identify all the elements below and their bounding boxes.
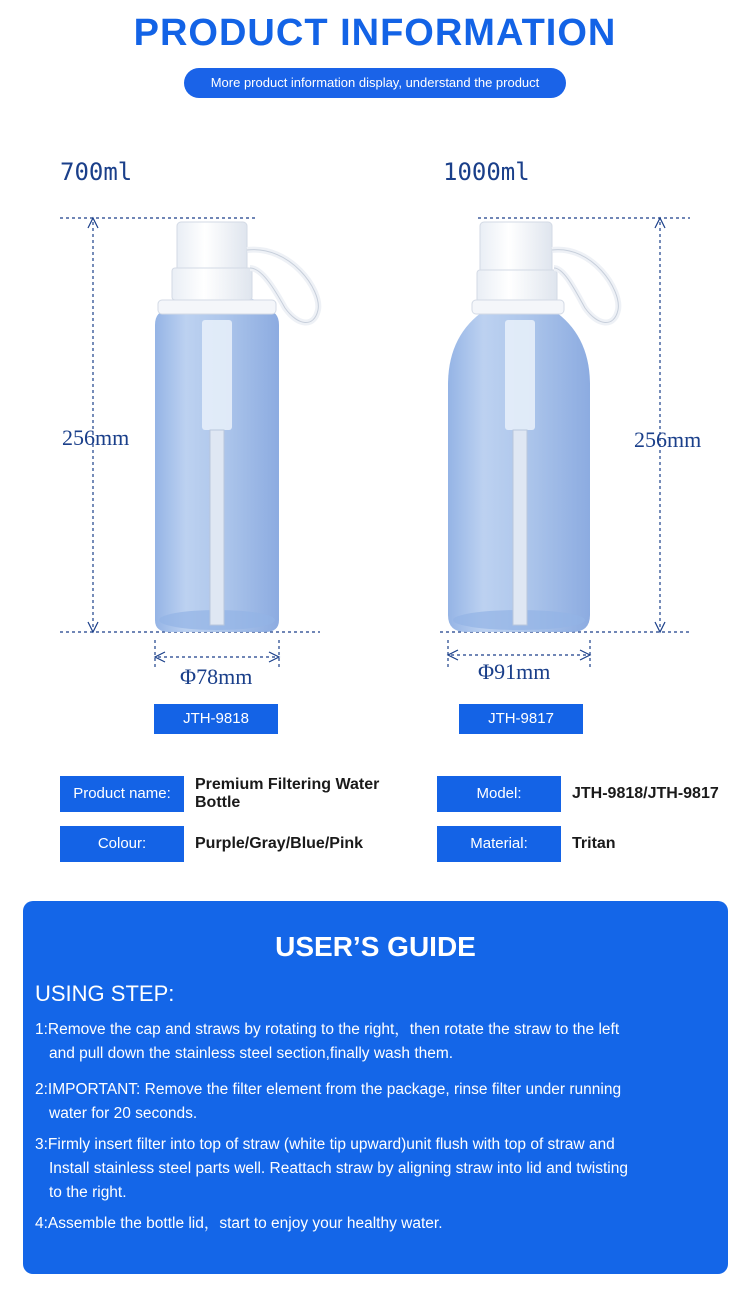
capacity-label-700: 700ml [60,158,133,186]
step-1-line1: 1:Remove the cap and straws by rotating to the right，then rotate the straw to the left [35,1021,620,1038]
spec-key-model: Model: [437,776,561,812]
height-label-700: 256mm [62,425,130,450]
model-tag-9818: JTH-9818 [154,704,278,734]
diameter-label-700: Φ78mm [176,664,256,690]
spec-key-material: Material: [437,826,561,862]
model-tag-9817: JTH-9817 [459,704,583,734]
capacity-label-1000: 1000ml [443,158,530,186]
spec-value-colour: Purple/Gray/Blue/Pink [195,835,364,852]
guide-title: USER’S GUIDE [275,931,476,962]
step-4-line1: 4:Assemble the bottle lid，start to enjoy your healthy water. [35,1215,443,1232]
step-3-line3: to the right. [49,1184,127,1201]
step-3-line2: Install stainless steel parts well. Reattach straw by aligning straw into lid and twisting [49,1160,628,1177]
spec-value-material: Tritan [572,835,616,852]
subtitle-pill: More product information display, understand the product [184,68,566,98]
step-1-line2: and pull down the stainless steel section,finally wash them. [49,1045,454,1062]
spec-key-product-name: Product name: [60,776,184,812]
users-guide-panel [23,901,728,1274]
step-2-line1: 2:IMPORTANT: Remove the filter element from the package, rinse filter under running [35,1081,622,1098]
spec-value-product-name [195,776,379,812]
step-2-line2: water for 20 seconds. [49,1105,198,1122]
product-name-line1: Premium Filtering Water [195,776,380,793]
spec-key-colour: Colour: [60,826,184,862]
guide-subtitle: USING STEP: [35,981,175,1006]
diameter-label-1000: Φ91mm [474,659,554,685]
product-name-line2: Bottle [195,794,241,811]
guide-step-3 [35,1133,725,1205]
page-title: PRODUCT INFORMATION [133,12,617,54]
height-label-1000: 256mm [634,427,702,452]
step-3-line1: 3:Firmly insert filter into top of straw (white tip upward)unit flush with top of straw and [35,1136,615,1153]
spec-value-model: JTH-9818/JTH-9817 [572,785,719,802]
guide-step-4 [35,1212,725,1236]
guide-step-1 [35,1018,725,1066]
guide-step-2 [35,1078,725,1126]
